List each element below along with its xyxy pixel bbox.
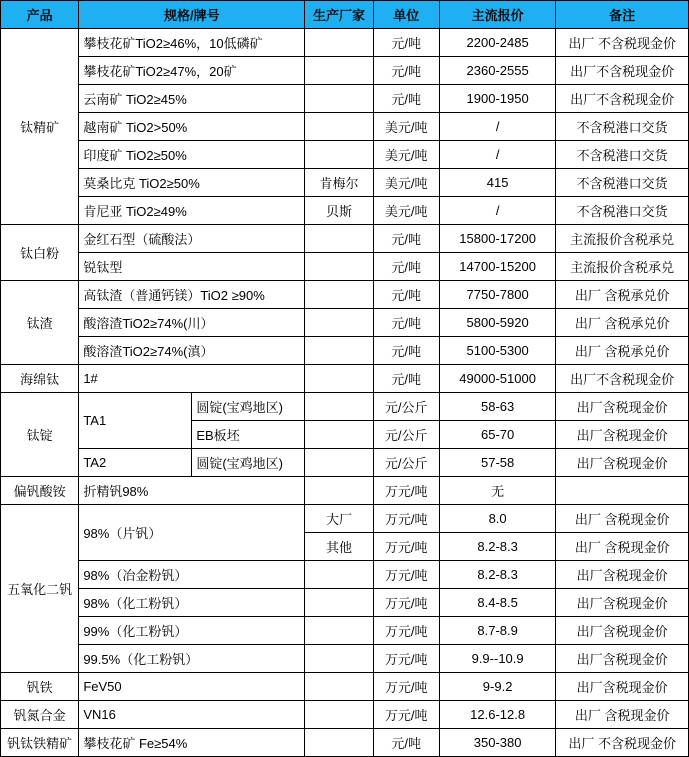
table-row bbox=[1, 29, 689, 57]
price-cell: 14700-15200 bbox=[439, 253, 556, 281]
price-cell: 57-58 bbox=[439, 449, 556, 477]
spec-cell: 98%（冶金粉钒） bbox=[79, 561, 305, 589]
price-cell: 7750-7800 bbox=[439, 281, 556, 309]
unit-cell: 万元/吨 bbox=[373, 561, 439, 589]
spec-cell: 越南矿 TiO2>50% bbox=[79, 113, 305, 141]
spec-detail-cell: 圆锭(宝鸡地区) bbox=[192, 393, 305, 421]
note-cell: 出厂 不含税现金价 bbox=[556, 729, 689, 757]
price-cell: 1900-1950 bbox=[439, 85, 556, 113]
table-row bbox=[1, 617, 689, 645]
price-cell: 2360-2555 bbox=[439, 57, 556, 85]
table-row bbox=[1, 113, 689, 141]
maker-cell bbox=[305, 393, 373, 421]
note-cell: 不含税港口交货 bbox=[556, 113, 689, 141]
table-row bbox=[1, 57, 689, 85]
note-cell: 不含税港口交货 bbox=[556, 169, 689, 197]
price-cell: 12.6-12.8 bbox=[439, 701, 556, 729]
unit-cell: 元/吨 bbox=[373, 253, 439, 281]
spec-cell: 攀枝花矿TiO2≥46%，10低磷矿 bbox=[79, 29, 305, 57]
maker-cell bbox=[305, 645, 373, 673]
price-cell: 9.9--10.9 bbox=[439, 645, 556, 673]
spec-grade-cell: TA1 bbox=[79, 393, 192, 449]
table-header bbox=[1, 1, 689, 29]
product-cell: 钛锭 bbox=[1, 393, 79, 477]
spec-cell: 印度矿 TiO2≥50% bbox=[79, 141, 305, 169]
product-cell: 偏钒酸铵 bbox=[1, 477, 79, 505]
spec-cell: 莫桑比克 TiO2≥50% bbox=[79, 169, 305, 197]
note-cell: 出厂含税现金价 bbox=[556, 617, 689, 645]
price-cell: 15800-17200 bbox=[439, 225, 556, 253]
note-cell: 出厂 含税承兑价 bbox=[556, 281, 689, 309]
table-row bbox=[1, 281, 689, 309]
note-cell: 出厂 不含税现金价 bbox=[556, 29, 689, 57]
note-cell: 出厂含税现金价 bbox=[556, 393, 689, 421]
spec-cell: 金红石型（硫酸法） bbox=[79, 225, 305, 253]
column-header-maker: 生产厂家 bbox=[305, 1, 373, 29]
table-row bbox=[1, 477, 689, 505]
price-cell: 8.2-8.3 bbox=[439, 561, 556, 589]
unit-cell: 万元/吨 bbox=[373, 505, 439, 533]
spec-cell: 酸溶渣TiO2≥74%(滇） bbox=[79, 337, 305, 365]
price-cell: 9-9.2 bbox=[439, 673, 556, 701]
unit-cell: 元/公斤 bbox=[373, 421, 439, 449]
maker-cell bbox=[305, 337, 373, 365]
maker-cell bbox=[305, 421, 373, 449]
price-cell: 5100-5300 bbox=[439, 337, 556, 365]
spec-cell: 云南矿 TiO2≥45% bbox=[79, 85, 305, 113]
maker-cell bbox=[305, 589, 373, 617]
price-cell: 415 bbox=[439, 169, 556, 197]
table-row bbox=[1, 645, 689, 673]
note-cell: 主流报价含税承兑 bbox=[556, 253, 689, 281]
product-cell: 五氧化二钒 bbox=[1, 505, 79, 673]
unit-cell: 元/公斤 bbox=[373, 393, 439, 421]
note-cell: 不含税港口交货 bbox=[556, 197, 689, 225]
spec-cell: 98%（片钒） bbox=[79, 505, 305, 561]
spec-detail-cell: 圆锭(宝鸡地区) bbox=[192, 449, 305, 477]
note-cell: 出厂含税现金价 bbox=[556, 561, 689, 589]
maker-cell bbox=[305, 673, 373, 701]
maker-cell bbox=[305, 57, 373, 85]
spec-detail-cell: EB板坯 bbox=[192, 421, 305, 449]
spec-cell: 99%（化工粉钒） bbox=[79, 617, 305, 645]
maker-cell: 大厂 bbox=[305, 505, 373, 533]
unit-cell: 元/吨 bbox=[373, 729, 439, 757]
maker-cell bbox=[305, 85, 373, 113]
maker-cell bbox=[305, 561, 373, 589]
spec-cell: 肯尼亚 TiO2≥49% bbox=[79, 197, 305, 225]
unit-cell: 万元/吨 bbox=[373, 701, 439, 729]
price-cell: 2200-2485 bbox=[439, 29, 556, 57]
table-row bbox=[1, 365, 689, 393]
maker-cell bbox=[305, 253, 373, 281]
table-row bbox=[1, 85, 689, 113]
price-cell: 5800-5920 bbox=[439, 309, 556, 337]
spec-cell: FeV50 bbox=[79, 673, 305, 701]
note-cell: 出厂不含税现金价 bbox=[556, 365, 689, 393]
maker-cell bbox=[305, 281, 373, 309]
maker-cell: 肯梅尔 bbox=[305, 169, 373, 197]
maker-cell bbox=[305, 617, 373, 645]
price-cell: 65-70 bbox=[439, 421, 556, 449]
table-row bbox=[1, 505, 689, 533]
maker-cell bbox=[305, 309, 373, 337]
unit-cell: 元/吨 bbox=[373, 309, 439, 337]
note-cell: 出厂 含税现金价 bbox=[556, 505, 689, 533]
unit-cell: 万元/吨 bbox=[373, 533, 439, 561]
unit-cell: 元/吨 bbox=[373, 281, 439, 309]
table-row bbox=[1, 225, 689, 253]
price-cell: 8.4-8.5 bbox=[439, 589, 556, 617]
table-row bbox=[1, 589, 689, 617]
table-header-row bbox=[1, 1, 689, 29]
price-cell: / bbox=[439, 141, 556, 169]
table-row bbox=[1, 337, 689, 365]
price-cell: 350-380 bbox=[439, 729, 556, 757]
price-cell: 8.2-8.3 bbox=[439, 533, 556, 561]
table-row bbox=[1, 393, 689, 421]
note-cell: 出厂含税现金价 bbox=[556, 645, 689, 673]
maker-cell: 其他 bbox=[305, 533, 373, 561]
spec-cell: VN16 bbox=[79, 701, 305, 729]
product-cell: 钛渣 bbox=[1, 281, 79, 365]
unit-cell: 美元/吨 bbox=[373, 197, 439, 225]
product-cell: 钛精矿 bbox=[1, 29, 79, 225]
table-body bbox=[1, 29, 689, 757]
maker-cell bbox=[305, 365, 373, 393]
table-row bbox=[1, 729, 689, 757]
maker-cell bbox=[305, 449, 373, 477]
table-row bbox=[1, 701, 689, 729]
maker-cell bbox=[305, 225, 373, 253]
spec-cell: 锐钛型 bbox=[79, 253, 305, 281]
maker-cell: 贝斯 bbox=[305, 197, 373, 225]
note-cell: 出厂 含税承兑价 bbox=[556, 337, 689, 365]
price-cell: 无 bbox=[439, 477, 556, 505]
unit-cell: 万元/吨 bbox=[373, 645, 439, 673]
table-row bbox=[1, 141, 689, 169]
column-header-unit: 单位 bbox=[373, 1, 439, 29]
unit-cell: 元/吨 bbox=[373, 365, 439, 393]
table-row bbox=[1, 253, 689, 281]
unit-cell: 元/吨 bbox=[373, 29, 439, 57]
note-cell: 出厂含税现金价 bbox=[556, 449, 689, 477]
unit-cell: 元/吨 bbox=[373, 225, 439, 253]
column-header-spec: 规格/牌号 bbox=[79, 1, 305, 29]
spec-cell: 折精钒98% bbox=[79, 477, 305, 505]
price-cell: 58-63 bbox=[439, 393, 556, 421]
maker-cell bbox=[305, 113, 373, 141]
note-cell: 不含税港口交货 bbox=[556, 141, 689, 169]
note-cell: 出厂含税现金价 bbox=[556, 421, 689, 449]
price-cell: / bbox=[439, 113, 556, 141]
unit-cell: 元/吨 bbox=[373, 85, 439, 113]
note-cell bbox=[556, 477, 689, 505]
product-cell: 钒钛铁精矿 bbox=[1, 729, 79, 757]
price-cell: 49000-51000 bbox=[439, 365, 556, 393]
note-cell: 主流报价含税承兑 bbox=[556, 225, 689, 253]
note-cell: 出厂 含税承兑价 bbox=[556, 309, 689, 337]
unit-cell: 元/公斤 bbox=[373, 449, 439, 477]
note-cell: 出厂含税现金价 bbox=[556, 673, 689, 701]
maker-cell bbox=[305, 29, 373, 57]
price-cell: 8.0 bbox=[439, 505, 556, 533]
note-cell: 出厂不含税现金价 bbox=[556, 57, 689, 85]
spec-cell: 高钛渣（普通钙镁）TiO2 ≥90% bbox=[79, 281, 305, 309]
column-header-price: 主流报价 bbox=[439, 1, 556, 29]
maker-cell bbox=[305, 477, 373, 505]
table-row bbox=[1, 561, 689, 589]
product-cell: 海绵钛 bbox=[1, 365, 79, 393]
note-cell: 出厂 含税现金价 bbox=[556, 533, 689, 561]
table-row bbox=[1, 309, 689, 337]
note-cell: 出厂 含税现金价 bbox=[556, 701, 689, 729]
unit-cell: 美元/吨 bbox=[373, 169, 439, 197]
unit-cell: 元/吨 bbox=[373, 57, 439, 85]
column-header-note: 备注 bbox=[556, 1, 689, 29]
note-cell: 出厂含税现金价 bbox=[556, 589, 689, 617]
unit-cell: 万元/吨 bbox=[373, 589, 439, 617]
unit-cell: 美元/吨 bbox=[373, 141, 439, 169]
column-header-product: 产品 bbox=[1, 1, 79, 29]
price-cell: 8.7-8.9 bbox=[439, 617, 556, 645]
unit-cell: 美元/吨 bbox=[373, 113, 439, 141]
product-cell: 钒氮合金 bbox=[1, 701, 79, 729]
unit-cell: 元/吨 bbox=[373, 337, 439, 365]
table-row bbox=[1, 673, 689, 701]
price-cell: / bbox=[439, 197, 556, 225]
table-row bbox=[1, 197, 689, 225]
maker-cell bbox=[305, 701, 373, 729]
spec-grade-cell: TA2 bbox=[79, 449, 192, 477]
table-row bbox=[1, 169, 689, 197]
spec-cell: 攀枝花矿TiO2≥47%，20矿 bbox=[79, 57, 305, 85]
spec-cell: 1# bbox=[79, 365, 305, 393]
product-cell: 钒铁 bbox=[1, 673, 79, 701]
maker-cell bbox=[305, 141, 373, 169]
unit-cell: 万元/吨 bbox=[373, 673, 439, 701]
spec-cell: 98%（化工粉钒） bbox=[79, 589, 305, 617]
unit-cell: 万元/吨 bbox=[373, 477, 439, 505]
spec-cell: 酸溶渣TiO2≥74%(川） bbox=[79, 309, 305, 337]
spec-cell: 99.5%（化工粉钒） bbox=[79, 645, 305, 673]
spec-cell: 攀枝花矿 Fe≥54% bbox=[79, 729, 305, 757]
table-row bbox=[1, 449, 689, 477]
maker-cell bbox=[305, 729, 373, 757]
note-cell: 出厂不含税现金价 bbox=[556, 85, 689, 113]
unit-cell: 万元/吨 bbox=[373, 617, 439, 645]
product-cell: 钛白粉 bbox=[1, 225, 79, 281]
